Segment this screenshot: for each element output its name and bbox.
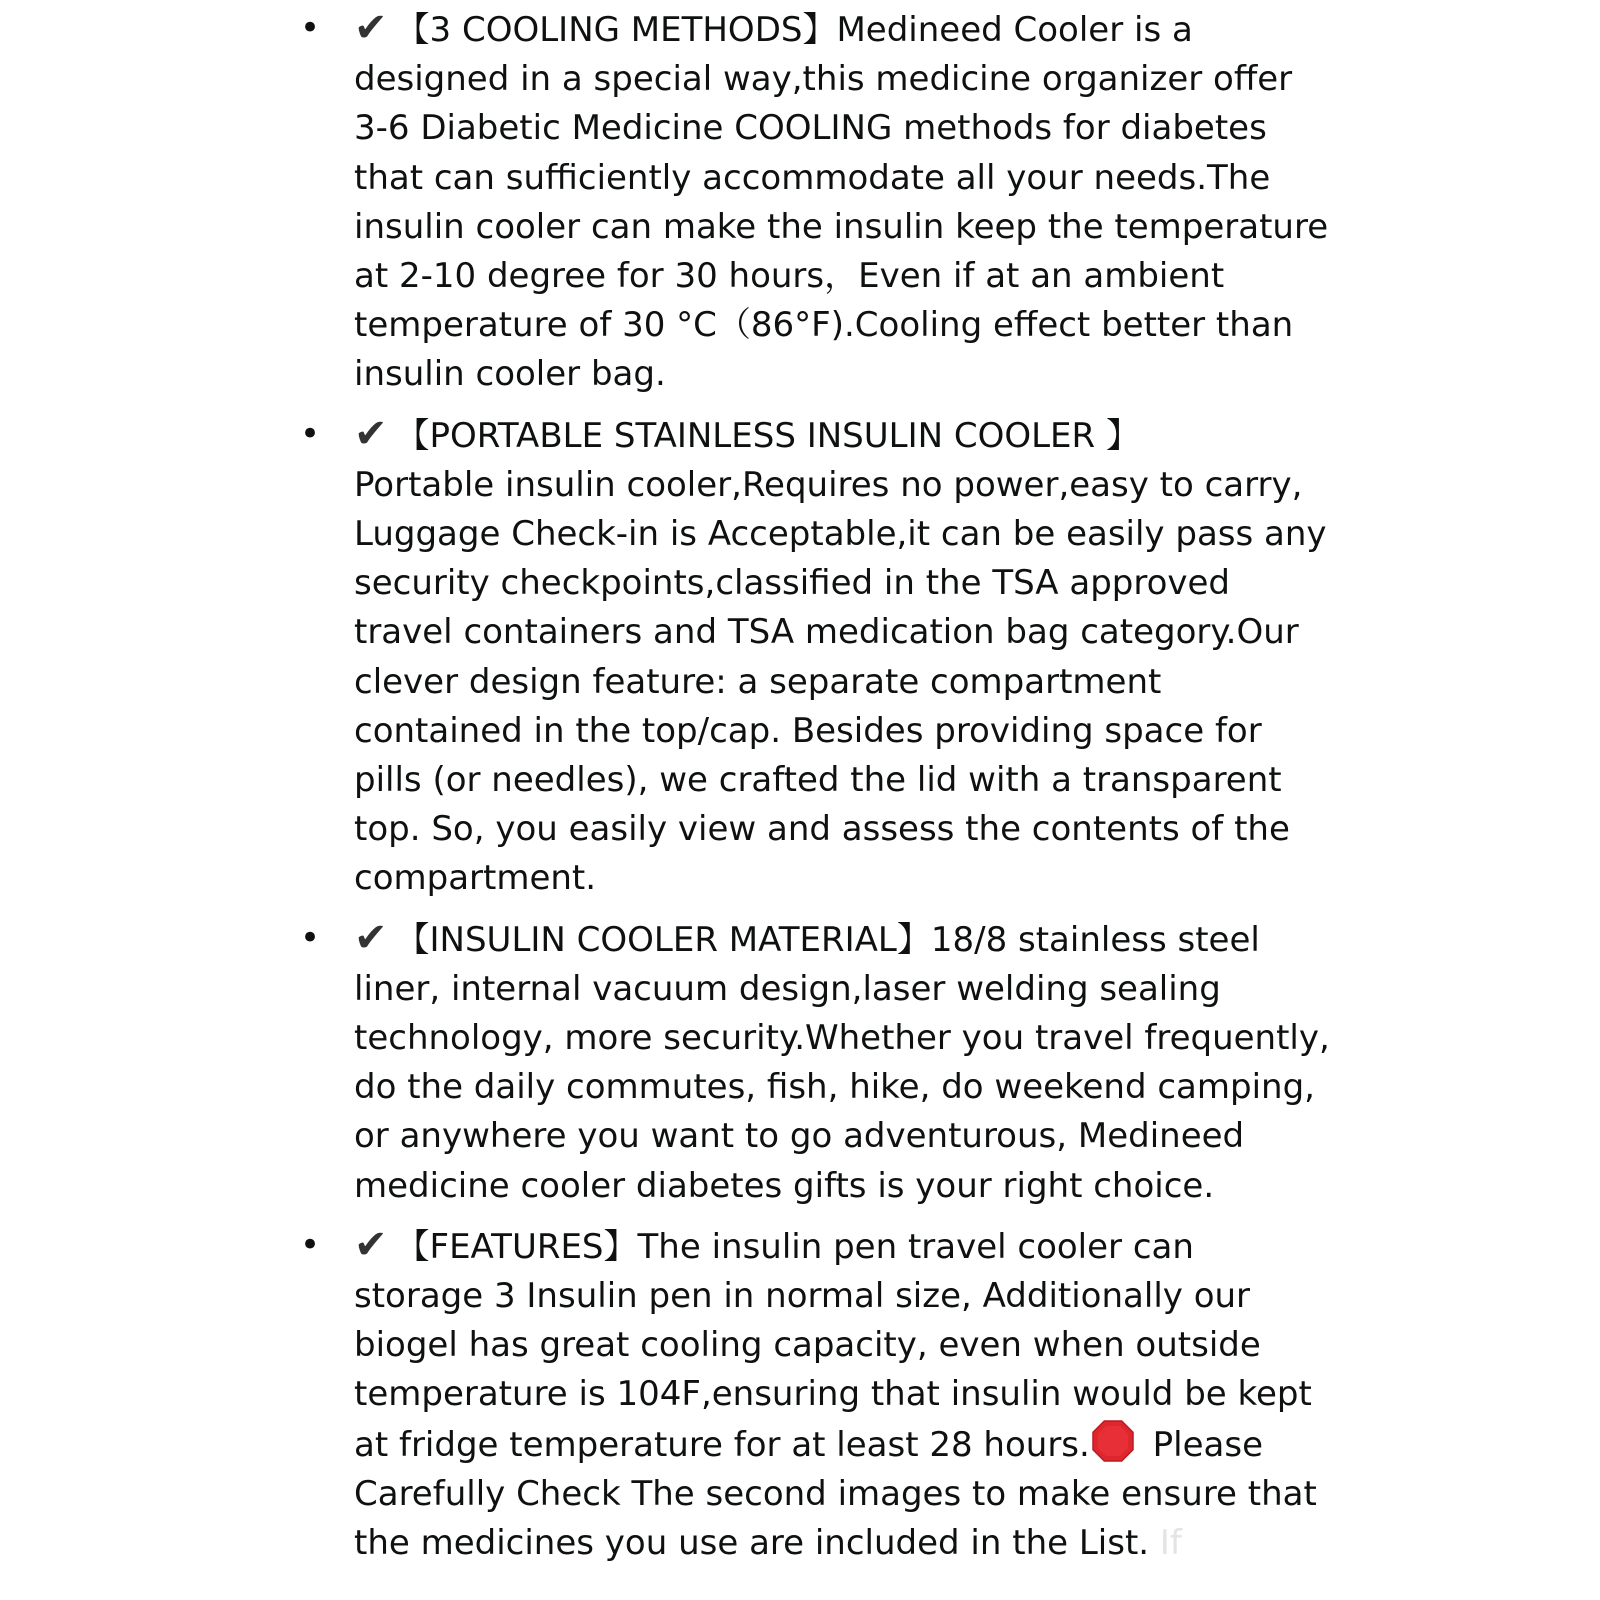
check-mark-icon: ✔ (354, 1221, 388, 1268)
feature-heading: 【INSULIN COOLER MATERIAL】 (395, 919, 931, 960)
feature-item-cooling-methods (300, 4, 1339, 400)
bullet-dot: • (300, 8, 321, 48)
faded-text-tail: If (1149, 1523, 1182, 1564)
bullet-dot: • (300, 1224, 321, 1265)
check-mark-icon: ✔ (354, 914, 388, 961)
feature-item-portable-cooler (300, 410, 1338, 904)
feature-text: Portable insulin cooler,Requires no power,easy to carry, Luggage Check-in is Acceptable,it can be easily pass any security checkpoints,classified in the TSA approved travel containers and TSA medication bag category.Our clever design feature: a separate compartment contained in the top/cap. Besides providing space for pills (or needles), we crafted the lid with a transparent top. So, you easily view and assess the contents of the compartment. (354, 464, 1338, 899)
check-mark-icon: ✔ (354, 5, 388, 51)
feature-item-cooler-material (300, 914, 1341, 1211)
bullet-dot: • (300, 917, 321, 958)
feature-text-continued: Please Carefully Check The second images to make ensure that the medicines you use are included in the List. (354, 1424, 1328, 1564)
feature-heading: 【3 COOLING METHODS】 (395, 10, 837, 50)
bullet-dot: • (300, 413, 321, 454)
stop-sign-icon (1092, 1420, 1134, 1462)
feature-heading: 【FEATURES】 (395, 1226, 638, 1267)
feature-text: The insulin pen travel cooler can storage 3 Insulin pen in normal size, Additionally our biogel has great cooling capacity, even when outside temperature is 104F,ensuring that insulin would be kept at fridge temperature for at least 28 hours. (354, 1226, 1323, 1465)
feature-text: 18/8 stainless steel liner, internal vacuum design,laser welding sealing technology, more security.Whether you travel frequently, do the daily commutes, fish, hike, do weekend camping, or anywhere you want to go adventurous, Medineed medicine cooler diabetes gifts is your right choice. (354, 919, 1341, 1206)
check-mark-icon: ✔ (354, 410, 388, 457)
feature-bullet-list (300, 4, 1341, 1578)
feature-text: Medineed Cooler is a designed in a special way,this medicine organizer offer 3-6 Diabetic Medicine COOLING methods for diabetes that can sufficiently accommodate all your needs.The insulin cooler can make the insulin keep the temperature at 2-10 degree for 30 hours，Even if at an ambient temperature of 30 °C（86°F).Cooling effect better than insulin cooler bag. (354, 10, 1339, 395)
feature-heading: 【PORTABLE STAINLESS INSULIN COOLER 】 (395, 415, 1140, 456)
feature-item-features (300, 1221, 1330, 1568)
